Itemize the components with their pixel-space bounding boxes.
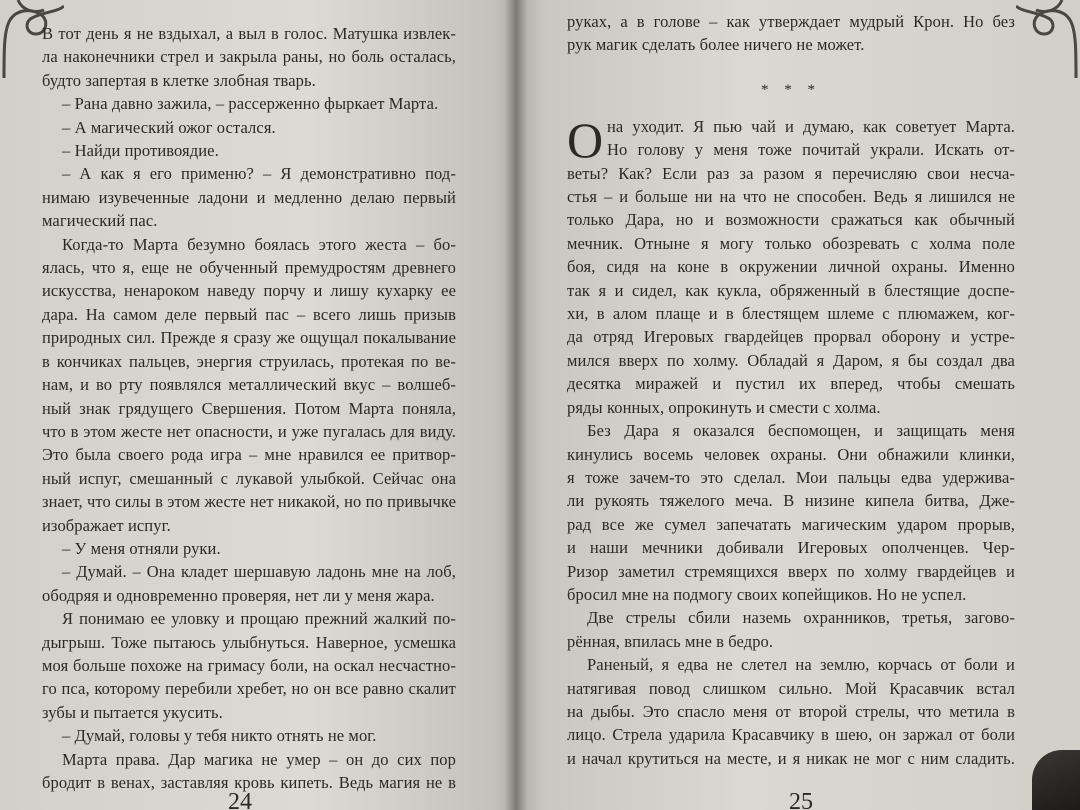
text-line: ялась, что я, еще не обученный премудростям древнего — [42, 258, 456, 278]
text-line: боя, сидя на коне в окружении личной охраны. Именно — [567, 257, 1015, 277]
drop-cap: О — [567, 111, 604, 168]
text-line: дара. На самом деле первый пас – всего лишь призыв — [42, 304, 456, 324]
text-line: десятка миражей и пустил их вперед, чтобы смешать — [567, 374, 1015, 394]
text-line: рад все же сумел запечатать магическим ударом прорыв, — [567, 514, 1015, 534]
drop-cap-paragraph — [567, 111, 1015, 168]
text-line: Но голову у меня тоже почитай украли. Искать от- — [607, 140, 1015, 160]
text-line: Ризор заметил стремящихся вверх по холму гвардейцев и — [567, 561, 1015, 581]
text-line: да отряд Игеровых гвардейцев прорвал оборону и устре- — [567, 327, 1015, 347]
text-line: знает, что силы в этом жесте нет никакой, но по привычке — [42, 492, 456, 512]
text-line: ный знак грядущего Свершения. Потом Марта поняла, — [42, 398, 456, 418]
text-line: и наши мечники добивали Игеровых ополченцев. Чер- — [567, 538, 1015, 558]
text-line: Раненый, я едва не слетел на землю, корчась от боли и — [587, 655, 1015, 675]
text-line: что в этом жесте нет опасности, и уже пугалась для виду. — [42, 421, 456, 441]
text-line: го пса, которому перебили хребет, но он все равно скалит — [42, 679, 456, 699]
text-line: – Найди противоядие. — [62, 141, 219, 161]
text-line: ли рукоять тяжелого меча. В низине кипела битва, Дже- — [567, 491, 1015, 511]
text-line: – Рана давно зажила, – рассерженно фыркает Марта. — [62, 94, 439, 114]
section-separator: * * * — [761, 81, 821, 98]
text-line: зубы и пытается укусить. — [42, 702, 223, 722]
text-line: – А магический ожог остался. — [62, 117, 276, 137]
text-line: магический пас. — [42, 211, 158, 231]
text-line: бросил мне на подмогу своих копейщиков. Но не успел. — [567, 584, 967, 604]
text-line: на дыбы. Это спасло меня от второй стрелы, что метила в — [567, 701, 1015, 721]
text-line: природных сил. Прежде я сразу же ощущал покалывание — [42, 328, 456, 348]
text-line: в кончиках пальцев, энергия струилась, протекая по ве- — [42, 351, 456, 371]
text-line: кинулись восемь человек охраны. Они обнажили клинки, — [567, 444, 1015, 464]
text-line: на уходит. Я пью чай и думаю, как советует Марта. — [607, 116, 1015, 136]
text-line: бродит в венах, заставляя кровь кипеть. Ведь магия не в — [42, 773, 456, 792]
text-line: ла наконечники стрел и закрыла раны, но боль осталась, — [42, 47, 456, 67]
text-line: так я и сидел, как кукла, обряженный в блестящие доспе- — [567, 280, 1015, 300]
text-line: нимаю изувеченные ладони и медленно делаю первый — [42, 187, 456, 207]
text-line: В тот день я не вздыхал, а выл в голос. Матушка извлек- — [42, 24, 456, 43]
text-line: я тоже зачем-то это сделал. Мои пальцы едва удержива- — [567, 467, 1015, 487]
text-line: ряды конных, опрокинуть и смести с холма. — [567, 397, 881, 417]
book-gutter — [505, 0, 527, 810]
text-line: стья – и больше ни на что не способен. Ведь я лишился не — [567, 187, 1015, 207]
rope-ornament-icon — [1016, 0, 1080, 80]
text-line: – У меня отняли руки. — [62, 538, 221, 558]
right-page-text — [567, 10, 1015, 770]
text-line: – А как я его применю? – Я демонстративно под- — [62, 164, 456, 184]
text-line: мечник. Отныне я могу только обозревать с холма поле — [567, 233, 1015, 253]
text-line: Марта права. Дар магика не умер – он до сих пор — [62, 749, 456, 769]
text-line: дыгрыш. Тоже пытаюсь улыбнуться. Наверное, усмешка — [42, 632, 456, 652]
right-page — [515, 0, 1080, 810]
text-line: рённая, впилась мне в бедро. — [567, 631, 774, 651]
text-line: хи, в алом плаще и в блестящем шлеме с плюмажем, ког- — [567, 304, 1015, 324]
text-line: Две стрелы сбили наземь охранников, третья, загово- — [587, 608, 1015, 628]
text-line: рук магик сделать более ничего не может. — [567, 35, 865, 55]
shadow-object — [1032, 750, 1080, 810]
text-line: и начал крутиться на месте, и я никак не мог с ним сладить. — [567, 748, 1015, 768]
text-line: мился вверх по холму. Обладай я Даром, я бы создал два — [567, 350, 1015, 370]
text-line: – Думай, головы у тебя никто отнять не мог. — [62, 726, 377, 746]
page-number: 24 — [228, 789, 252, 810]
text-line: только Дара, но и возможности сражаться как обычный — [567, 210, 1015, 230]
text-line: будто запертая в клетке злобная тварь. — [42, 70, 316, 90]
text-line: Это была своего рода игра – мне нравился ее притвор- — [42, 445, 456, 465]
text-line: ободряя и одновременно проверяя, нет ли у меня жара. — [42, 585, 435, 605]
text-line: Без Дара я оказался беспомощен, и защищать меня — [587, 421, 1015, 441]
text-line: нам, и во рту появлялся металлический вкус – волшеб- — [42, 375, 456, 395]
left-page — [0, 0, 515, 810]
text-line: искусства, ненароком наведу порчу и лишу кухарку ее — [42, 281, 456, 301]
text-line: руках, а в голове – как утверждает мудрый Крон. Но без — [567, 12, 1015, 31]
text-line: ный испуг, смешанный с лукавой улыбкой. Сейчас она — [42, 468, 456, 488]
text-line: веты? Как? Если раз за разом я перечисляю свои несча- — [567, 163, 1015, 183]
text-line: Я понимаю ее уловку и прощаю прежний жалкий по- — [62, 609, 456, 629]
text-line: лицо. Стрела ударила Красавчику в шею, он заржал от боли — [567, 725, 1015, 745]
page-number: 25 — [789, 789, 813, 810]
text-line: изображает испуг. — [42, 515, 171, 535]
text-line: Когда-то Марта безумно боялась этого жеста – бо- — [62, 234, 456, 254]
text-line: – Думай. – Она кладет шершавую ладонь мне на лоб, — [62, 562, 456, 582]
text-line: натягивая повод слишком сильно. Мой Красавчик встал — [567, 678, 1015, 698]
text-line: моя больше похоже на гримасу боли, на оскал несчастно- — [42, 655, 456, 675]
left-page-text — [42, 22, 456, 794]
